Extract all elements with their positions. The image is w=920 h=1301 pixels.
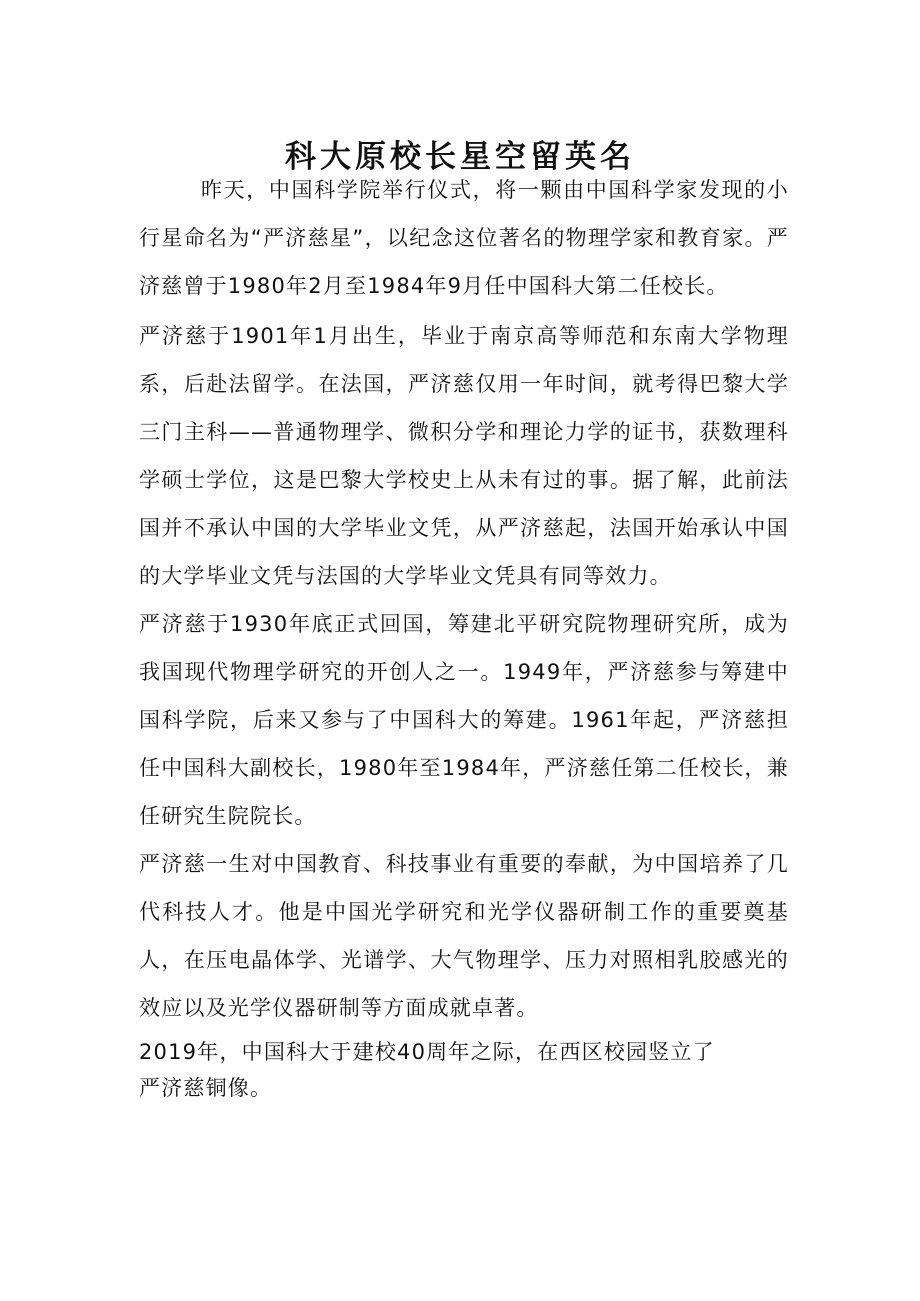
document-title: 科大原校长星空留英名 (285, 138, 635, 175)
paragraph-5: 2019年，中国科大于建校40周年之际，在西区校园竖立了严济慈铜像。 (139, 1040, 715, 1100)
paragraph-2: 严济慈于1901年1月出生，毕业于南京高等师范和东南大学物理系，后赴法留学。在法国，严济慈仅用一年时间，就考得巴黎大学三门主科——普通物理学、微积分学和理论力学的证书，获数理科学硕士学位，这是巴黎大学校史上从未有过的事。据了解，此前法国并不承认中国的大学毕业文凭，从严济慈起，法国开始承认中国的大学毕业文凭与法国的大学毕业文凭具有同等效力。 (139, 324, 789, 588)
paragraph-3: 严济慈于1930年底正式回国，筹建北平研究院物理研究所，成为我国现代物理学研究的开创人之一。1949年，严济慈参与筹建中国科学院，后来又参与了中国科大的筹建。1961年起，严济慈担任中国科大副校长，1980年至1984年，严济慈任第二任校长，兼任研究生院院长。 (139, 612, 789, 828)
paragraph-1: 昨天，中国科学院举行仪式，将一颗由中国科学家发现的小行星命名为“严济慈星”，以纪念这位著名的物理学家和教育家。严济慈曾于1980年2月至1984年9月任中国科大第二任校长。 (139, 178, 789, 298)
paragraph-4: 严济慈一生对中国教育、科技事业有重要的奉献，为中国培养了几代科技人才。他是中国光学研究和光学仪器研制工作的重要奠基人，在压电晶体学、光谱学、大气物理学、压力对照相乳胶感光的效应以及光学仪器研制等方面成就卓著。 (139, 852, 789, 1020)
